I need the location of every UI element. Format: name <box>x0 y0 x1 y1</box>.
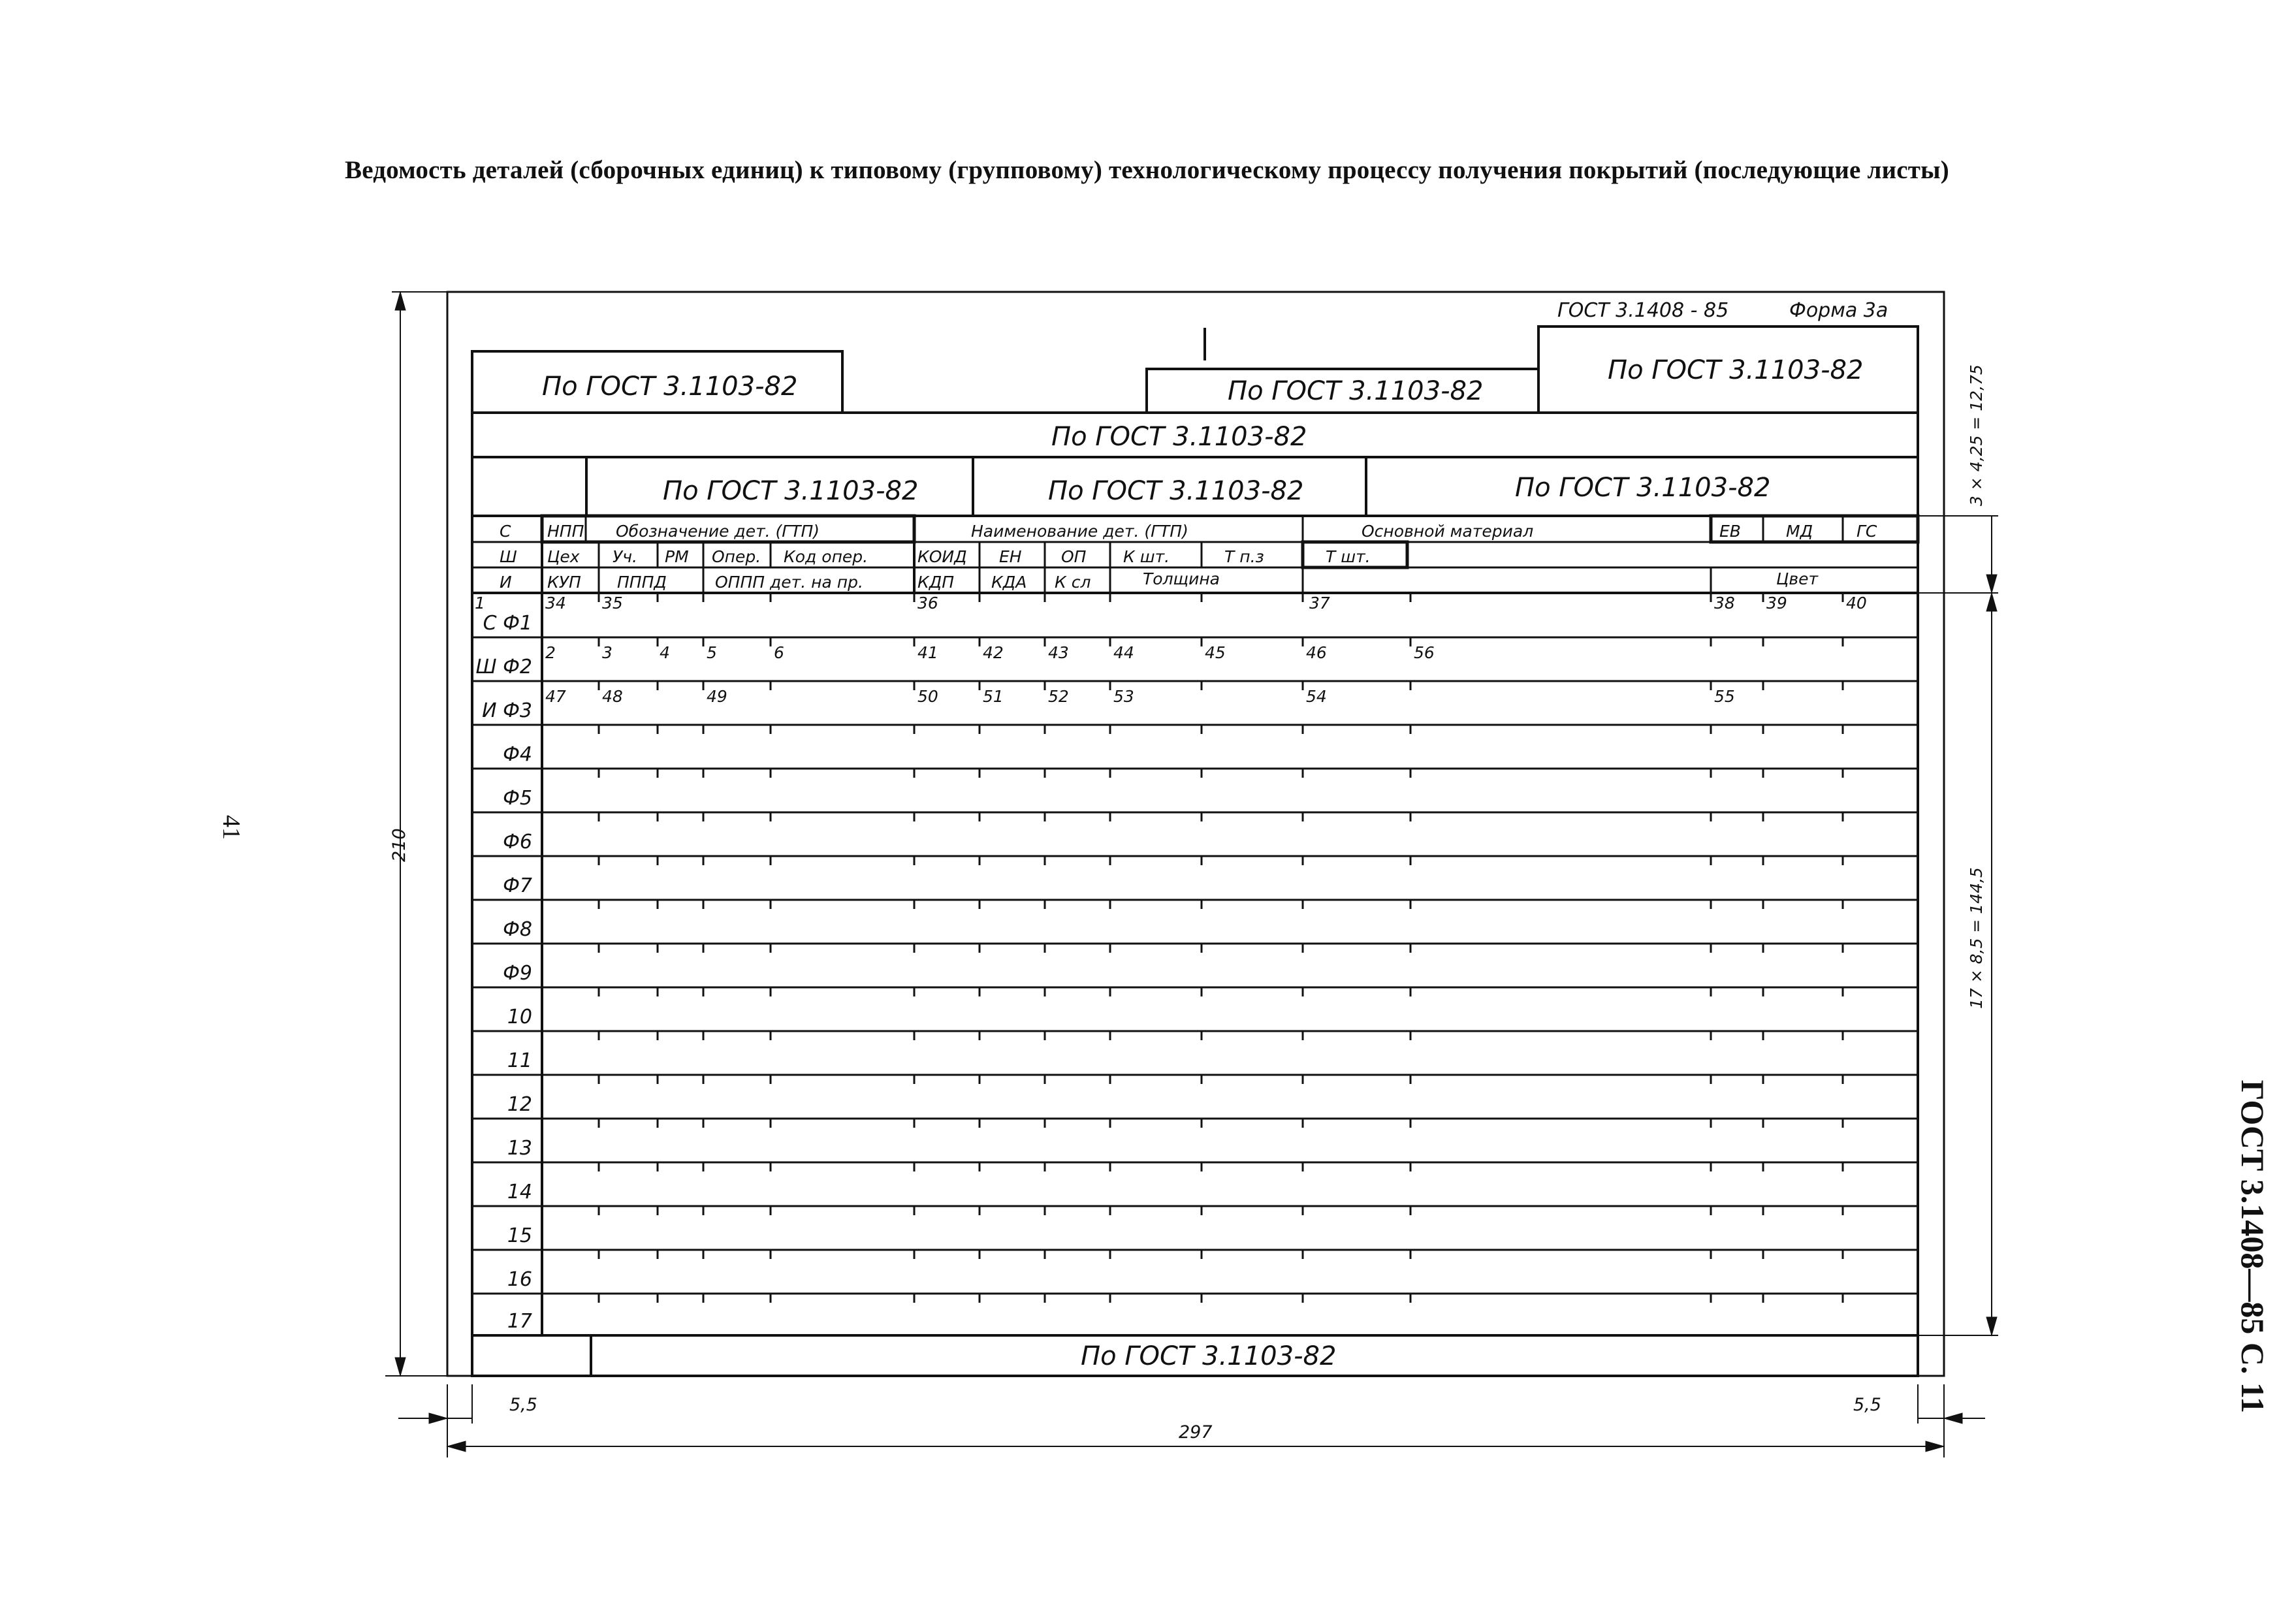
field-number: 53 <box>1113 687 1134 706</box>
row-label: 11 <box>507 1049 532 1072</box>
dim-height: 210 <box>389 828 409 862</box>
hdr-ev: ЕВ <box>1719 522 1741 541</box>
field-number: 46 <box>1306 643 1327 662</box>
field-number: 38 <box>1714 594 1735 613</box>
field-number: 35 <box>602 594 623 613</box>
row-label: Ш Ф2 <box>475 656 532 678</box>
field-number: 52 <box>1048 687 1069 706</box>
row-label: И Ф3 <box>482 699 532 722</box>
hdr-shop: Цех <box>547 547 580 566</box>
field-number: 34 <box>545 594 566 613</box>
field-number: 5 <box>707 643 717 662</box>
ref-text: По ГОСТ 3.1103-82 <box>1048 476 1304 506</box>
hdr-designation: Обозначение дет. (ГТП) <box>616 522 820 541</box>
row-label: 10 <box>507 1006 532 1028</box>
hdr-md: МД <box>1786 522 1813 541</box>
field-number: 3 <box>602 643 613 662</box>
hdr-kpcs: К шт. <box>1123 547 1170 566</box>
field-number: 39 <box>1766 594 1787 613</box>
hdr-oper: Опер. <box>712 547 761 566</box>
prefix-s: С <box>500 522 511 541</box>
row-label: 16 <box>507 1268 532 1291</box>
field-number: 42 <box>983 643 1004 662</box>
dim-margin-right: 5,5 <box>1853 1395 1881 1415</box>
hdr-tsht: Т шт. <box>1326 547 1371 566</box>
row-label: Ф5 <box>503 787 532 810</box>
dim-margin-left: 5,5 <box>509 1395 537 1415</box>
hdr-tpz: Т п.з <box>1224 547 1264 566</box>
row-label: 13 <box>507 1137 532 1160</box>
field-number: 45 <box>1205 643 1226 662</box>
hdr-pppd: ПППД <box>617 573 667 592</box>
hdr-koid: КОИД <box>917 547 967 566</box>
row-label: Ф6 <box>503 831 532 853</box>
row-label: Ф9 <box>503 962 532 985</box>
dim-header-rows: 3 × 4,25 = 12,75 <box>1967 364 1986 506</box>
dim-width: 297 <box>1179 1422 1213 1442</box>
ref-text: По ГОСТ 3.1103-82 <box>1051 422 1307 452</box>
row-label: Ф7 <box>503 874 532 897</box>
dim-body-rows: 17 × 8,5 = 144,5 <box>1967 867 1986 1009</box>
row-label: 14 <box>507 1181 532 1203</box>
hdr-npp: НПП <box>547 522 584 541</box>
prefix-sh: Ш <box>500 547 517 566</box>
field-number: 37 <box>1309 594 1330 613</box>
row-label: 17 <box>507 1310 532 1333</box>
hdr-op: ОП <box>1061 547 1087 566</box>
hdr-kdp: КДП <box>917 573 955 592</box>
hdr-name: Наименование дет. (ГТП) <box>971 522 1188 541</box>
row-label: 12 <box>507 1093 532 1116</box>
field-number: 47 <box>545 687 566 706</box>
field-number: 4 <box>660 643 670 662</box>
hdr-kda: КДА <box>991 573 1027 592</box>
field-number: 43 <box>1048 643 1069 662</box>
page-heading: Ведомость деталей (сборочных единиц) к типовому (групповому) технологическому процессу получения покрытий (последующие листы) <box>345 156 1949 184</box>
field-number: 36 <box>917 594 938 613</box>
hdr-kup: КУП <box>547 573 581 592</box>
row-label: 15 <box>507 1224 532 1247</box>
ref-text: По ГОСТ 3.1103-82 <box>663 476 919 506</box>
hdr-ksl: К сл <box>1055 573 1091 592</box>
hdr-en: ЕН <box>999 547 1022 566</box>
row-label: Ф8 <box>503 918 532 941</box>
field-number: 51 <box>983 687 1004 706</box>
field-number: 40 <box>1846 594 1867 613</box>
ref-text: По ГОСТ 3.1103-82 <box>1515 473 1771 503</box>
ref-text: По ГОСТ 3.1103-82 <box>542 372 798 402</box>
hdr-material: Основной материал <box>1362 522 1534 541</box>
gost-side-caption: ГОСТ 3.1408—85 С. 11 <box>2235 1079 2271 1414</box>
row-label: С Ф1 <box>483 612 532 635</box>
hdr-section: Уч. <box>613 547 637 566</box>
field-number: 56 <box>1414 643 1435 662</box>
field-number: 54 <box>1306 687 1327 706</box>
hdr-thickness: Толщина <box>1143 569 1220 588</box>
field-number: 6 <box>774 643 784 662</box>
field-number: 48 <box>602 687 623 706</box>
hdr-color: Цвет <box>1776 569 1819 588</box>
ref-text: По ГОСТ 3.1103-82 <box>1081 1341 1337 1371</box>
field-number: 2 <box>545 643 556 662</box>
row-number-1: 1 <box>475 594 485 613</box>
row-label: Ф4 <box>503 743 532 766</box>
hdr-oper-code: Код опер. <box>784 547 868 566</box>
field-number: 44 <box>1113 643 1134 662</box>
form-standard: ГОСТ 3.1408 - 85 <box>1557 299 1729 322</box>
ref-text: По ГОСТ 3.1103-82 <box>1608 355 1864 385</box>
field-number: 55 <box>1714 687 1735 706</box>
page-number: 41 <box>217 815 245 840</box>
form-label: Форма 3а <box>1789 299 1888 322</box>
prefix-i: И <box>500 573 512 592</box>
ref-text: По ГОСТ 3.1103-82 <box>1228 376 1484 406</box>
hdr-rm: РМ <box>665 547 689 566</box>
hdr-gs: ГС <box>1856 522 1877 541</box>
field-number: 41 <box>917 643 938 662</box>
field-number: 49 <box>707 687 727 706</box>
field-number: 50 <box>917 687 938 706</box>
hdr-oppp: ОППП дет. на пр. <box>715 573 863 592</box>
